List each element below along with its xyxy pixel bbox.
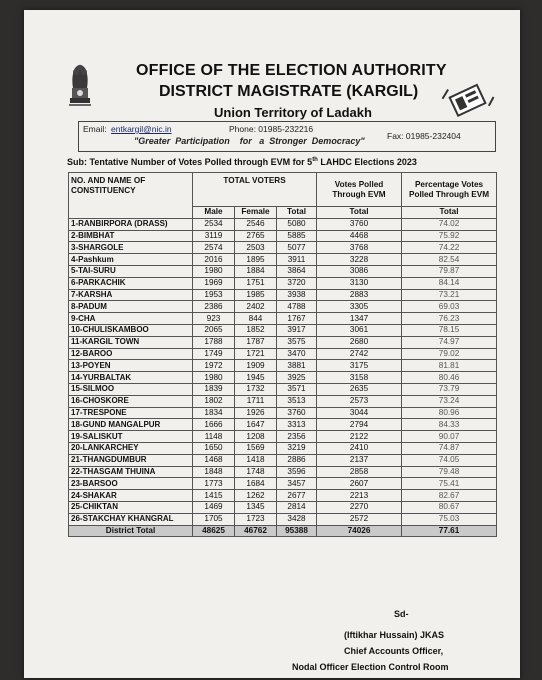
- cell-male: 923: [193, 313, 235, 325]
- cell-male: 2534: [193, 218, 235, 230]
- cell-evm: 2573: [317, 395, 402, 407]
- cell-name: 20-LANKARCHEY: [69, 442, 193, 454]
- cell-male: 1468: [193, 454, 235, 466]
- cell-name: 23-BARSOO: [69, 478, 193, 490]
- cell-pct: 79.48: [402, 466, 497, 478]
- cell-pct: 84.33: [402, 419, 497, 431]
- cell-total: 2677: [277, 490, 317, 502]
- table-row: [69, 478, 497, 490]
- motto-text: "Greater Participation for a Stronger Democracy": [134, 136, 365, 146]
- email-label: Email:: [83, 124, 107, 134]
- cell-evm: 2213: [317, 490, 402, 502]
- cell-name: 13-POYEN: [69, 360, 193, 372]
- header-percentage: Percentage Votes Polled Through EVM: [402, 173, 497, 207]
- cell-evm: 3228: [317, 254, 402, 266]
- cell-male: 1148: [193, 431, 235, 443]
- cell-name: 18-GUND MANGALPUR: [69, 419, 193, 431]
- cell-total: 2814: [277, 501, 317, 513]
- cell-female: 1748: [235, 466, 277, 478]
- phone-number: Phone: 01985-232216: [229, 124, 314, 134]
- cell-total: 2886: [277, 454, 317, 466]
- cell-male: 1972: [193, 360, 235, 372]
- cell-name: 5-TAI-SURU: [69, 265, 193, 277]
- cell-female: 1262: [235, 490, 277, 502]
- cell-female: 1723: [235, 513, 277, 525]
- cell-name: 6-PARKACHIK: [69, 277, 193, 289]
- cell-name: 10-CHULISKAMBOO: [69, 324, 193, 336]
- cell-total: 5885: [277, 230, 317, 242]
- cell-female: 1787: [235, 336, 277, 348]
- cell-total: 3428: [277, 513, 317, 525]
- cell-male: 2386: [193, 301, 235, 313]
- cell-name: 19-SALISKUT: [69, 431, 193, 443]
- table-row: [69, 383, 497, 395]
- cell-male: 1788: [193, 336, 235, 348]
- cell-female: 1985: [235, 289, 277, 301]
- total-pct: 77.61: [402, 525, 497, 537]
- cell-pct: 73.24: [402, 395, 497, 407]
- table-row: [69, 348, 497, 360]
- cell-evm: 3768: [317, 242, 402, 254]
- header-male: Male: [193, 207, 235, 219]
- cell-male: 2016: [193, 254, 235, 266]
- total-female: 46762: [235, 525, 277, 537]
- table-row: [69, 501, 497, 513]
- header-row: [69, 173, 497, 207]
- table-row: [69, 407, 497, 419]
- total-evm: 74026: [317, 525, 402, 537]
- cell-evm: 2607: [317, 478, 402, 490]
- cell-male: 3119: [193, 230, 235, 242]
- cell-evm: 3086: [317, 265, 402, 277]
- cell-male: 2065: [193, 324, 235, 336]
- cell-female: 1895: [235, 254, 277, 266]
- cell-evm: 2635: [317, 383, 402, 395]
- cell-male: 1469: [193, 501, 235, 513]
- cell-evm: 3044: [317, 407, 402, 419]
- table-row: [69, 395, 497, 407]
- cell-male: 1834: [193, 407, 235, 419]
- cell-male: 1749: [193, 348, 235, 360]
- cell-male: 1773: [193, 478, 235, 490]
- cell-male: 2574: [193, 242, 235, 254]
- national-emblem-icon: [65, 58, 95, 108]
- cell-male: 1980: [193, 265, 235, 277]
- cell-name: 21-THANGDUMBUR: [69, 454, 193, 466]
- cell-evm: 2858: [317, 466, 402, 478]
- cell-name: 14-YURBALTAK: [69, 372, 193, 384]
- cell-female: 1732: [235, 383, 277, 395]
- cell-total: 3720: [277, 277, 317, 289]
- header-evm-total: Total: [317, 207, 402, 219]
- header-constituency: NO. AND NAME OF CONSTITUENCY: [69, 173, 193, 219]
- cell-evm: 3158: [317, 372, 402, 384]
- cell-evm: 2742: [317, 348, 402, 360]
- cell-total: 4788: [277, 301, 317, 313]
- table-row: [69, 242, 497, 254]
- cell-evm: 2883: [317, 289, 402, 301]
- cell-pct: 82.54: [402, 254, 497, 266]
- table-row: [69, 277, 497, 289]
- table-row: [69, 265, 497, 277]
- cell-female: 1884: [235, 265, 277, 277]
- cell-total: 5077: [277, 242, 317, 254]
- cell-total: 2356: [277, 431, 317, 443]
- cell-pct: 73.21: [402, 289, 497, 301]
- cell-male: 1666: [193, 419, 235, 431]
- signatory-title: Chief Accounts Officer,: [344, 646, 444, 656]
- table-row: [69, 218, 497, 230]
- cell-total: 3457: [277, 478, 317, 490]
- cell-male: 1848: [193, 466, 235, 478]
- cell-name: 8-PADUM: [69, 301, 193, 313]
- cell-female: 1345: [235, 501, 277, 513]
- cell-evm: 2137: [317, 454, 402, 466]
- cell-evm: 2794: [317, 419, 402, 431]
- cell-pct: 80.96: [402, 407, 497, 419]
- table-row: [69, 289, 497, 301]
- cell-name: 25-CHIKTAN: [69, 501, 193, 513]
- cell-male: 1415: [193, 490, 235, 502]
- cell-total: 3575: [277, 336, 317, 348]
- table-row: [69, 336, 497, 348]
- table-row: [69, 372, 497, 384]
- total-name: District Total: [69, 525, 193, 537]
- cell-pct: 80.67: [402, 501, 497, 513]
- cell-evm: 3175: [317, 360, 402, 372]
- cell-pct: 79.87: [402, 265, 497, 277]
- cell-name: 17-TRESPONE: [69, 407, 193, 419]
- cell-pct: 73.79: [402, 383, 497, 395]
- cell-total: 1767: [277, 313, 317, 325]
- fax-number: Fax: 01985-232404: [387, 131, 461, 141]
- cell-female: 1208: [235, 431, 277, 443]
- table-row: [69, 431, 497, 443]
- cell-pct: 74.05: [402, 454, 497, 466]
- table-row: [69, 466, 497, 478]
- cell-pct: 74.87: [402, 442, 497, 454]
- table-row: [69, 490, 497, 502]
- cell-female: 1418: [235, 454, 277, 466]
- cell-pct: 82.67: [402, 490, 497, 502]
- cell-female: 2503: [235, 242, 277, 254]
- cell-female: 844: [235, 313, 277, 325]
- cell-female: 1647: [235, 419, 277, 431]
- signature-sd: Sd-: [394, 609, 409, 619]
- cell-female: 1852: [235, 324, 277, 336]
- cell-total: 3938: [277, 289, 317, 301]
- cell-evm: 3130: [317, 277, 402, 289]
- cell-total: 3219: [277, 442, 317, 454]
- cell-total: 5080: [277, 218, 317, 230]
- cell-name: 9-CHA: [69, 313, 193, 325]
- cell-total: 3864: [277, 265, 317, 277]
- cell-pct: 84.14: [402, 277, 497, 289]
- cell-male: 1839: [193, 383, 235, 395]
- cell-female: 1711: [235, 395, 277, 407]
- district-title: DISTRICT MAGISTRATE (KARGIL): [159, 83, 419, 100]
- election-logo-icon: [440, 76, 496, 122]
- header-evm: Votes Polled Through EVM: [317, 173, 402, 207]
- cell-evm: 2680: [317, 336, 402, 348]
- cell-female: 1751: [235, 277, 277, 289]
- office-title: OFFICE OF THE ELECTION AUTHORITY: [136, 62, 447, 79]
- cell-female: 1909: [235, 360, 277, 372]
- cell-name: 24-SHAKAR: [69, 490, 193, 502]
- cell-total: 3313: [277, 419, 317, 431]
- cell-pct: 75.03: [402, 513, 497, 525]
- cell-name: 22-THASGAM THUINA: [69, 466, 193, 478]
- cell-pct: 74.97: [402, 336, 497, 348]
- territory-title: Union Territory of Ladakh: [214, 105, 372, 120]
- table-row: [69, 301, 497, 313]
- cell-name: 2-BIMBHAT: [69, 230, 193, 242]
- table-row: [69, 254, 497, 266]
- cell-total: 3513: [277, 395, 317, 407]
- table-row: [69, 230, 497, 242]
- cell-name: 11-KARGIL TOWN: [69, 336, 193, 348]
- cell-name: 7-KARSHA: [69, 289, 193, 301]
- cell-total: 3911: [277, 254, 317, 266]
- table-row: [69, 360, 497, 372]
- cell-evm: 1347: [317, 313, 402, 325]
- cell-total: 3571: [277, 383, 317, 395]
- table-row: [69, 513, 497, 525]
- cell-total: 3596: [277, 466, 317, 478]
- cell-name: 12-BAROO: [69, 348, 193, 360]
- signatory-name: (Iftikhar Hussain) JKAS: [344, 630, 445, 640]
- total-male: 48625: [193, 525, 235, 537]
- document-page: [24, 10, 520, 678]
- cell-female: 2402: [235, 301, 277, 313]
- cell-male: 1980: [193, 372, 235, 384]
- cell-pct: 74.02: [402, 218, 497, 230]
- cell-male: 1969: [193, 277, 235, 289]
- district-total-row: [69, 525, 497, 537]
- cell-female: 1926: [235, 407, 277, 419]
- cell-evm: 3760: [317, 218, 402, 230]
- table-row: [69, 442, 497, 454]
- cell-male: 1650: [193, 442, 235, 454]
- cell-pct: 75.92: [402, 230, 497, 242]
- cell-evm: 4468: [317, 230, 402, 242]
- header-pct-total: Total: [402, 207, 497, 219]
- cell-name: 26-STAKCHAY KHANGRAL: [69, 513, 193, 525]
- cell-name: 1-RANBIRPORA (DRASS): [69, 218, 193, 230]
- votes-table: [68, 172, 497, 537]
- header-total-voters: TOTAL VOTERS: [193, 173, 317, 207]
- cell-evm: 2122: [317, 431, 402, 443]
- total-total: 95388: [277, 525, 317, 537]
- table-row: [69, 324, 497, 336]
- cell-total: 3925: [277, 372, 317, 384]
- subject-line: Sub: Tentative Number of Votes Polled through EVM for 5th LAHDC Elections 2023: [67, 157, 417, 167]
- table-row: [69, 454, 497, 466]
- cell-evm: 3061: [317, 324, 402, 336]
- cell-total: 3881: [277, 360, 317, 372]
- cell-name: 16-CHOSKORE: [69, 395, 193, 407]
- cell-pct: 80.46: [402, 372, 497, 384]
- cell-pct: 81.81: [402, 360, 497, 372]
- cell-pct: 78.15: [402, 324, 497, 336]
- cell-evm: 2270: [317, 501, 402, 513]
- cell-female: 2546: [235, 218, 277, 230]
- table-row: [69, 313, 497, 325]
- cell-male: 1802: [193, 395, 235, 407]
- cell-evm: 3305: [317, 301, 402, 313]
- cell-male: 1953: [193, 289, 235, 301]
- header-female: Female: [235, 207, 277, 219]
- cell-name: 3-SHARGOLE: [69, 242, 193, 254]
- cell-female: 1945: [235, 372, 277, 384]
- cell-name: 15-SILMOO: [69, 383, 193, 395]
- cell-pct: 76.23: [402, 313, 497, 325]
- cell-evm: 2572: [317, 513, 402, 525]
- cell-male: 1705: [193, 513, 235, 525]
- cell-total: 3917: [277, 324, 317, 336]
- cell-total: 3470: [277, 348, 317, 360]
- cell-name: 4-Pashkum: [69, 254, 193, 266]
- cell-pct: 69.03: [402, 301, 497, 313]
- cell-pct: 75.41: [402, 478, 497, 490]
- header-total: Total: [277, 207, 317, 219]
- cell-female: 1721: [235, 348, 277, 360]
- email-link[interactable]: entkargil@nic.in: [111, 124, 172, 134]
- table-row: [69, 419, 497, 431]
- cell-pct: 74.22: [402, 242, 497, 254]
- cell-total: 3760: [277, 407, 317, 419]
- signatory-role: Nodal Officer Election Control Room: [292, 662, 449, 672]
- cell-female: 1684: [235, 478, 277, 490]
- cell-evm: 2410: [317, 442, 402, 454]
- cell-pct: 79.02: [402, 348, 497, 360]
- cell-female: 2765: [235, 230, 277, 242]
- cell-female: 1569: [235, 442, 277, 454]
- cell-pct: 90.07: [402, 431, 497, 443]
